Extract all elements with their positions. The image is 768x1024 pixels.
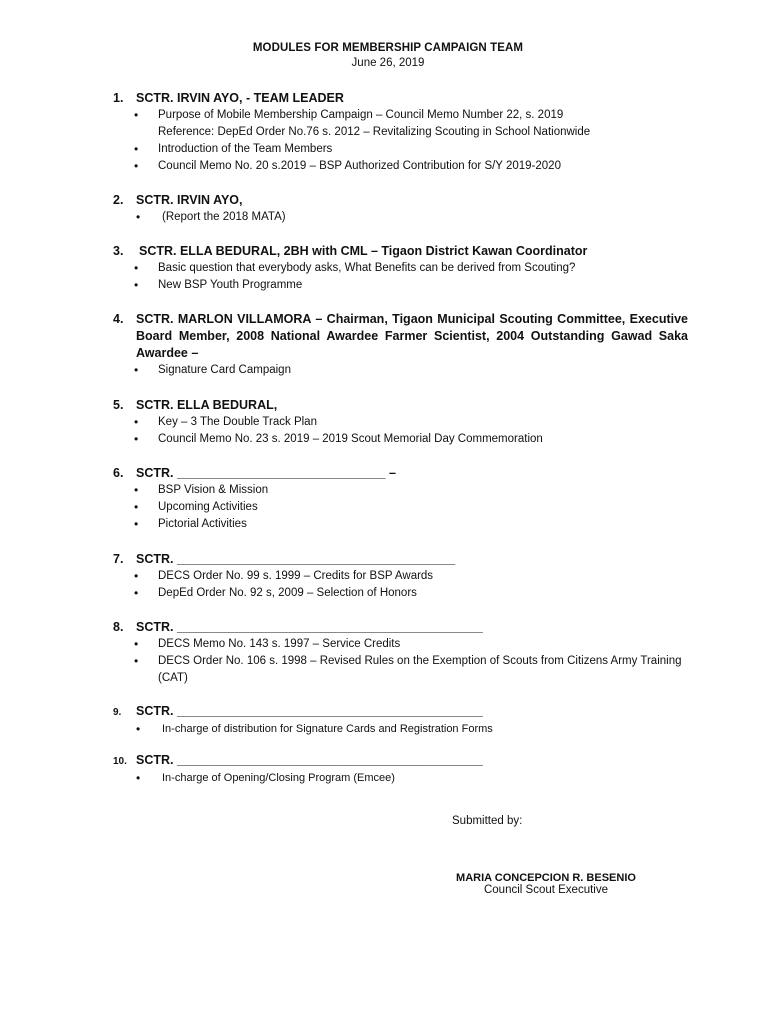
item-number: 6.	[113, 466, 124, 480]
list-item: • Pictorial Activities	[113, 516, 688, 533]
module-item-8	[113, 619, 688, 687]
item-heading: SCTR. IRVIN AYO, - TEAM LEADER	[136, 91, 344, 105]
list-item: • DECS Order No. 99 s. 1999 – Credits for BSP Awards	[113, 568, 688, 585]
item-heading: SCTR. ____________________________________________	[136, 753, 483, 767]
item-number: 4.	[113, 312, 124, 326]
bullet-list	[113, 770, 688, 787]
list-item: • Introduction of the Team Members	[113, 141, 688, 158]
module-item-5	[113, 397, 688, 448]
module-item-9	[113, 703, 688, 738]
list-item: • Purpose of Mobile Membership Campaign – Council Memo Number 22, s. 2019 Reference: DepEd Order No.76 s. 2012 – Revitalizing Scouting in School Nationwide	[113, 107, 688, 141]
item-number: 2.	[113, 193, 124, 207]
module-item-4	[113, 311, 688, 379]
module-item-2	[113, 192, 688, 226]
item-number: 8.	[113, 620, 124, 634]
module-item-7	[113, 551, 688, 602]
submitted-by-label: Submitted by:	[452, 815, 523, 827]
list-item: • Basic question that everybody asks, What Benefits can be derived from Scouting?	[113, 260, 688, 277]
bullet-list	[113, 568, 688, 602]
list-item: • (Report the 2018 MATA)	[113, 209, 688, 226]
bullet-list	[113, 362, 688, 379]
list-item: • Signature Card Campaign	[113, 362, 688, 379]
bullet-list	[113, 107, 688, 175]
list-item: • Upcoming Activities	[113, 499, 688, 516]
list-item: • Council Memo No. 20 s.2019 – BSP Authorized Contribution for S/Y 2019-2020	[113, 158, 688, 175]
item-number: 7.	[113, 552, 124, 566]
item-heading: SCTR. ______________________________ –	[136, 466, 396, 480]
bullet-list	[113, 636, 688, 687]
item-heading: SCTR. ____________________________________________	[136, 704, 483, 718]
list-item: • DepEd Order No. 92 s, 2009 – Selection of Honors	[113, 585, 688, 602]
item-heading: SCTR. ____________________________________________	[136, 620, 483, 634]
bullet-list	[113, 260, 688, 294]
signatory-position: Council Scout Executive	[483, 884, 608, 896]
item-heading: SCTR. ________________________________________	[136, 552, 456, 566]
list-item: • DECS Memo No. 143 s. 1997 – Service Credits	[113, 636, 688, 653]
item-heading: SCTR. IRVIN AYO,	[136, 193, 243, 207]
list-item: • Council Memo No. 23 s. 2019 – 2019 Scout Memorial Day Commemoration	[113, 431, 688, 448]
item-heading: SCTR. ELLA BEDURAL,	[136, 398, 278, 412]
list-item: • Key – 3 The Double Track Plan	[113, 414, 688, 431]
bullet-list	[113, 209, 688, 226]
bullet-list	[113, 721, 688, 738]
item-number: 1.	[113, 91, 124, 105]
document-title: MODULES FOR MEMBERSHIP CAMPAIGN TEAM	[252, 42, 524, 54]
module-item-3	[113, 243, 688, 294]
list-item: • In-charge of distribution for Signature Cards and Registration Forms	[113, 721, 688, 738]
bullet-list	[113, 414, 688, 448]
module-item-1	[113, 90, 688, 175]
item-number: 3.	[113, 244, 124, 258]
item-number: 5.	[113, 398, 124, 412]
list-item: • BSP Vision & Mission	[113, 482, 688, 499]
item-heading: SCTR. MARLON VILLAMORA – Chairman, Tigaon Municipal Scouting Committee, Executive Board Member, 2008 National Awardee Farmer Scientist, 2004 Outstanding Gawad Saka Awardee –	[136, 312, 688, 360]
item-number: 9.	[113, 707, 122, 718]
list-item: • In-charge of Opening/Closing Program (Emcee)	[113, 770, 688, 787]
bullet-list	[113, 482, 688, 533]
list-item: • DECS Order No. 106 s. 1998 – Revised Rules on the Exemption of Scouts from Citizens Army Training (CAT)	[113, 653, 688, 687]
module-item-6	[113, 465, 688, 533]
module-item-10	[113, 752, 688, 787]
signatory-block	[452, 872, 640, 896]
document-date: June 26, 2019	[351, 57, 425, 69]
item-number: 10.	[113, 756, 127, 767]
item-heading: SCTR. ELLA BEDURAL, 2BH with CML – Tigaon District Kawan Coordinator	[139, 244, 588, 258]
signatory-name: MARIA CONCEPCION R. BESENIO	[456, 872, 636, 884]
list-item: • New BSP Youth Programme	[113, 277, 688, 294]
